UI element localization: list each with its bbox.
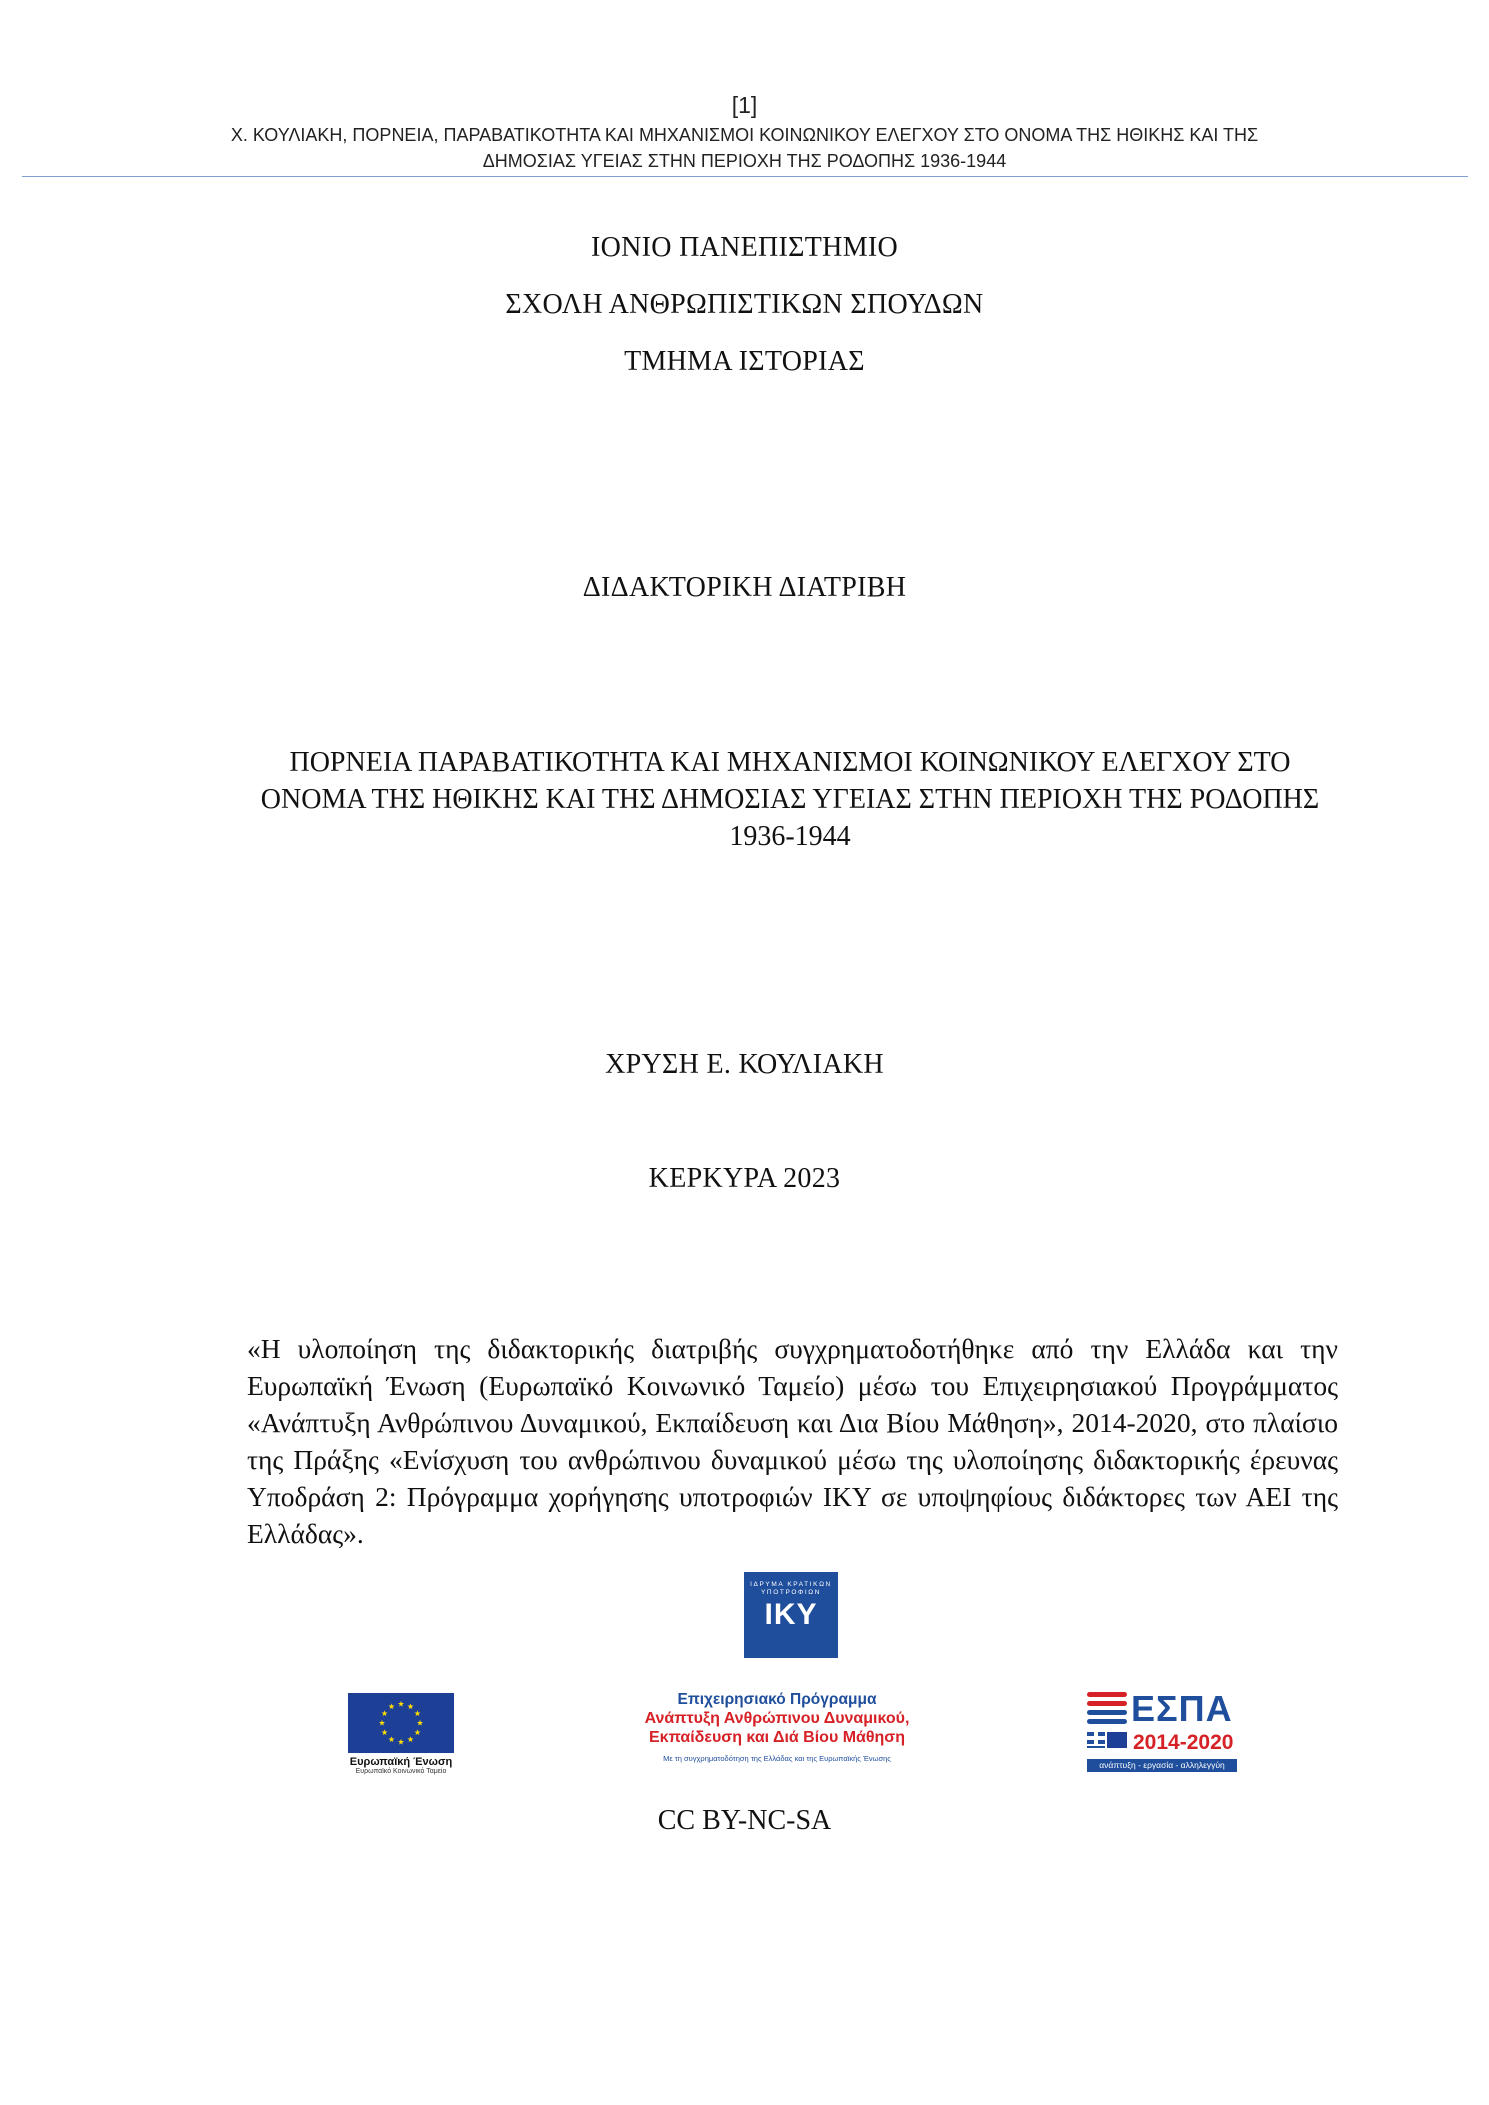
op-logo-line-3: Εκπαίδευση και Διά Βίου Μάθηση: [648, 1729, 906, 1746]
license-text: CC BY-NC-SA: [657, 1805, 832, 1836]
running-title-line-1: Χ. ΚΟΥΛΙΑΚΗ, ΠΟΡΝΕΙΑ, ΠΑΡΑΒΑΤΙΚΟΤΗΤΑ ΚΑΙ ΜΗΧΑΝΙΣΜΟΙ ΚΟΙΝΩΝΙΚΟΥ ΕΛΕΓΧΟΥ ΣΤΟ ΟΝΟΜΑ ΤΗΣ ΗΘΙΚΗΣ ΚΑΙ ΤΗΣ: [230, 125, 1259, 145]
iky-logo: [744, 1572, 838, 1658]
espa-logo-years: 2014-2020: [1133, 1731, 1234, 1754]
iky-logo-small-text: ΙΔΡΥΜΑ ΚΡΑΤΙΚΩΝ ΥΠΟΤΡΟΦΙΩΝ: [750, 1581, 832, 1596]
espa-logo-tagline: ανάπτυξη - εργασία - αλληλεγγύη: [1087, 1759, 1237, 1772]
header-rule: [22, 176, 1468, 177]
eu-star-icon: [382, 1729, 388, 1735]
eu-star-icon: [407, 1736, 413, 1742]
thesis-title: ΠΟΡΝΕΙΑ ΠΑΡΑΒΑΤΙΚΟΤΗΤΑ ΚΑΙ ΜΗΧΑΝΙΣΜΟΙ ΚΟΙΝΩΝΙΚΟΥ ΕΛΕΓΧΟΥ ΣΤΟ ΟΝΟΜΑ ΤΗΣ ΗΘΙΚΗΣ ΚΑΙ ΤΗΣ ΔΗΜΟΣΙΑΣ ΥΓΕΙΑΣ ΣΤΗΝ ΠΕΡΙΟΧΗ ΤΗΣ ΡΟΔΟΠΗΣ 1936-1944: [260, 747, 1320, 852]
eu-star-icon: [398, 1701, 404, 1707]
eu-star-icon: [388, 1703, 394, 1709]
eu-logo-name: Ευρωπαϊκή Ένωση: [349, 1756, 453, 1768]
place-year: ΚΕΡΚΥΡΑ 2023: [648, 1163, 841, 1194]
espa-logo-word: ΕΣΠΑ: [1131, 1688, 1233, 1729]
eu-logo-fund: Ευρωπαϊκό Κοινωνικό Ταμείο: [355, 1768, 447, 1775]
espa-waves-icon: [1087, 1688, 1127, 1730]
eu-star-icon: [417, 1720, 423, 1726]
operational-programme-logo: [614, 1690, 940, 1776]
iky-logo-text: ΙΚΥ: [764, 1598, 818, 1631]
school-name: ΣΧΟΛΗ ΑΝΘΡΩΠΙΣΤΙΚΩΝ ΣΠΟΥΔΩΝ: [505, 289, 984, 320]
greek-flag-icon: [1087, 1732, 1127, 1754]
eu-star-icon: [382, 1710, 388, 1716]
eu-star-icon: [379, 1720, 385, 1726]
eu-star-icon: [414, 1710, 420, 1716]
op-logo-line-2: Ανάπτυξη Ανθρώπινου Δυναμικού,: [644, 1710, 910, 1727]
eu-logo: [346, 1693, 456, 1783]
espa-logo: [1087, 1688, 1241, 1778]
page-number: [1]: [731, 92, 758, 118]
eu-star-icon: [388, 1736, 394, 1742]
department-name: ΤΜΗΜΑ ΙΣΤΟΡΙΑΣ: [624, 346, 865, 377]
running-title-line-2: ΔΗΜΟΣΙΑΣ ΥΓΕΙΑΣ ΣΤΗΝ ΠΕΡΙΟΧΗ ΤΗΣ ΡΟΔΟΠΗΣ 1936-1944: [482, 151, 1007, 171]
funding-statement: «Η υλοποίηση της διδακτορικής διατριβής συγχρηματοδοτήθηκε από την Ελλάδα και την Ευρωπαϊκή Ένωση (Ευρωπαϊκό Κοινωνικό Ταμείο) μέσω του Επιχειρησιακού Προγράμματος «Ανάπτυξη Ανθρώπινου Δυναμικού, Εκπαίδευση και Δια Βίου Μάθηση», 2014-2020, στο πλαίσιο της Πράξης «Ενίσχυση του ανθρώπινου δυναμικού μέσω της υλοποίησης διδακτορικής έρευνας Υποδράση 2: Πρόγραμμα χορήγησης υποτροφιών ΙΚΥ σε υποψηφίους διδάκτορες των ΑΕΙ της Ελλάδας».: [247, 1333, 1338, 1549]
eu-star-icon: [407, 1703, 413, 1709]
eu-star-icon: [414, 1729, 420, 1735]
op-logo-line-4: Με τη συγχρηματοδότηση της Ελλάδας και της Ευρωπαϊκής Ένωσης: [663, 1754, 891, 1763]
document-type: ΔΙΔΑΚΤΟΡΙΚΗ ΔΙΑΤΡΙΒΗ: [582, 572, 907, 603]
university-name: ΙΟΝΙΟ ΠΑΝΕΠΙΣΤΗΜΙΟ: [590, 232, 899, 263]
author-name: ΧΡΥΣΗ Ε. ΚΟΥΛΙΑΚΗ: [605, 1049, 884, 1080]
eu-flag-icon: [348, 1693, 454, 1753]
op-logo-line-1: Επιχειρησιακό Πρόγραμμα: [677, 1691, 877, 1708]
eu-star-icon: [398, 1739, 404, 1745]
